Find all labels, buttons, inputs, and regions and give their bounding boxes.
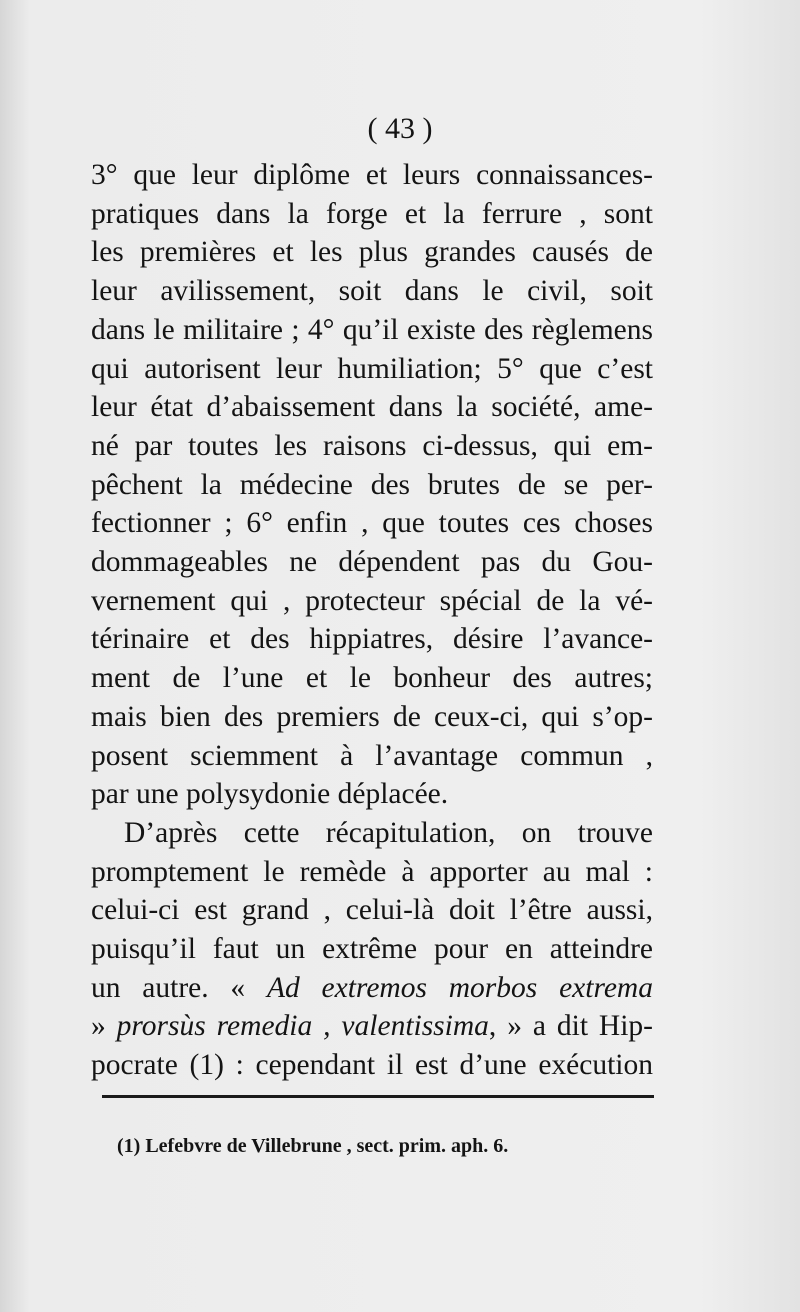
main-text	[91, 156, 653, 1085]
text-line-3: les premières et les plus grandes causés de	[91, 236, 653, 269]
text-line-17: par une polysydonie déplacée.	[91, 778, 449, 811]
text-line-7: leur état d’abaissement dans la société, ame-	[91, 391, 653, 424]
text-line-24: pocrate (1) : cependant il est d’une exécution	[91, 1049, 653, 1082]
text-line-6: qui autorisent leur humiliation; 5° que c’est	[91, 352, 653, 385]
text-line-23	[91, 1007, 653, 1046]
text-line-16: posent sciemment à l’avantage commun ,	[91, 739, 653, 772]
text-line-22-start: un autre. «	[91, 971, 267, 1004]
text-line-11: dommageables ne dépendent pas du Gou-	[91, 546, 653, 579]
text-line-21: puisqu’il faut un extrême pour en atteindre	[91, 933, 653, 966]
latin-quote-part-1: Ad extremos morbos extrema	[266, 971, 653, 1004]
text-line-19: promptement le remède à apporter au mal :	[91, 855, 653, 888]
text-line-23-start: »	[91, 1010, 117, 1043]
text-line-4: leur avilissement, soit dans le civil, soit	[91, 275, 653, 308]
text-line-1: 3° que leur diplôme et leurs connaissances-	[91, 159, 653, 191]
footnote-rule	[102, 1095, 654, 1098]
text-line-13: térinaire et des hippiatres, désire l’avance-	[91, 623, 653, 656]
text-line-12: vernement qui , protecteur spécial de la vé-	[91, 584, 653, 617]
text-line-5: dans le militaire ; 4° qu’il existe des règlemens	[91, 313, 653, 346]
text-line-9: pêchent la médecine des brutes de se per-	[91, 468, 653, 501]
text-line-15: mais bien des premiers de ceux-ci, qui s’op-	[91, 700, 653, 733]
text-line-20: celui-ci est grand , celui-là doit l’être aussi,	[91, 894, 653, 927]
footnote: (1) Lefebvre de Villebrune , sect. prim. aph. 6.	[117, 1135, 509, 1157]
text-line-22	[91, 969, 653, 1008]
text-line-18: D’après cette récapitulation, on trouve	[124, 816, 653, 849]
text-line-2: pratiques dans la forge et la ferrure , sont	[91, 197, 653, 230]
text-line-23-end: , » a dit Hip-	[488, 1010, 654, 1043]
text-line-8: né par toutes les raisons ci-dessus, qui em-	[91, 429, 653, 462]
latin-quote-part-2: prorsùs remedia , valentissima	[116, 1010, 489, 1043]
page-number: ( 43 )	[367, 112, 433, 145]
text-line-10: fectionner ; 6° enfin , que toutes ces choses	[91, 507, 653, 540]
text-line-14: ment de l’une et le bonheur des autres;	[91, 662, 653, 695]
